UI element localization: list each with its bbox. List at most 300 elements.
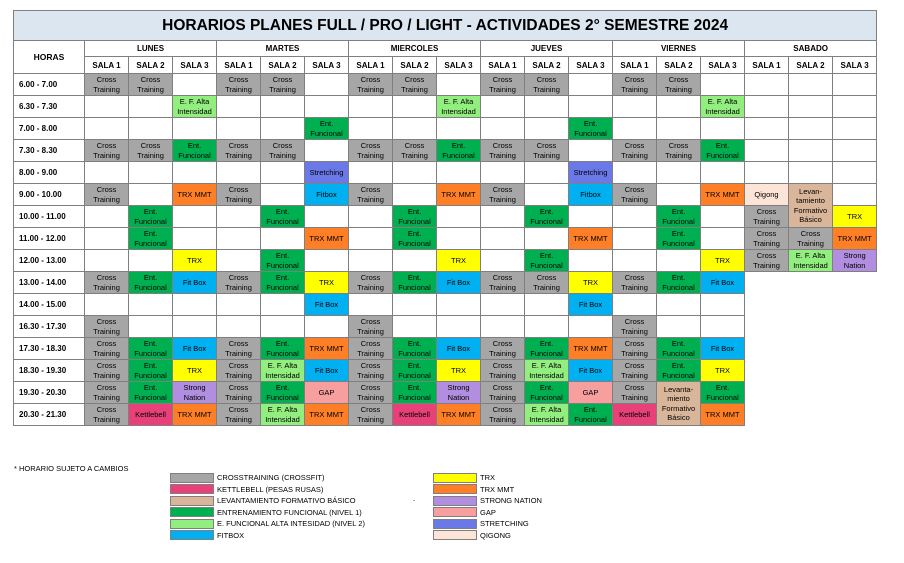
empty-cell bbox=[833, 140, 877, 162]
class-cell: Qigong bbox=[745, 184, 789, 206]
legend-label: TRX MMT bbox=[480, 484, 515, 494]
class-cell: Cross Training bbox=[85, 360, 129, 382]
class-cell: Ent. Funcional bbox=[525, 206, 569, 228]
empty-cell bbox=[305, 250, 349, 272]
empty-cell bbox=[789, 74, 833, 96]
empty-cell bbox=[85, 206, 129, 228]
legend-label: FITBOX bbox=[217, 530, 245, 540]
class-cell: TRX bbox=[305, 272, 349, 294]
class-cell: Fit Box bbox=[701, 272, 745, 294]
time-row bbox=[14, 184, 877, 206]
legend-swatch bbox=[433, 473, 477, 483]
legend-swatch bbox=[433, 530, 477, 540]
class-cell: Cross Training bbox=[481, 272, 525, 294]
empty-cell bbox=[701, 118, 745, 140]
empty-cell bbox=[657, 316, 701, 338]
time-slot: 14.00 - 15.00 bbox=[14, 294, 85, 316]
empty-cell bbox=[217, 118, 261, 140]
empty-cell bbox=[701, 74, 745, 96]
empty-cell bbox=[745, 96, 789, 118]
empty-cell bbox=[437, 118, 481, 140]
empty-cell bbox=[173, 294, 217, 316]
class-cell: Cross Training bbox=[217, 184, 261, 206]
class-cell: TRX MMT bbox=[173, 184, 217, 206]
empty-cell bbox=[85, 96, 129, 118]
class-cell: Fitbox bbox=[569, 184, 613, 206]
sala-header: SALA 3 bbox=[833, 57, 877, 74]
empty-cell bbox=[613, 162, 657, 184]
empty-cell bbox=[833, 96, 877, 118]
class-cell: Cross Training bbox=[349, 404, 393, 426]
empty-cell bbox=[349, 294, 393, 316]
empty-cell bbox=[613, 250, 657, 272]
empty-cell bbox=[701, 228, 745, 250]
sala-header: SALA 3 bbox=[437, 57, 481, 74]
day-header: SABADO bbox=[745, 41, 877, 57]
legend-label: E. FUNCIONAL ALTA INTESIDAD (NIVEL 2) bbox=[217, 519, 365, 528]
legend-swatch bbox=[170, 507, 214, 517]
empty-cell bbox=[481, 294, 525, 316]
class-cell: TRX MMT bbox=[569, 228, 613, 250]
class-cell: Fitbox bbox=[305, 184, 349, 206]
class-cell: Ent. Funcional bbox=[525, 382, 569, 404]
empty-cell bbox=[569, 316, 613, 338]
time-slot: 10.00 - 11.00 bbox=[14, 206, 85, 228]
class-cell: Cross Training bbox=[613, 140, 657, 162]
class-cell: Levan- tamiento Formativo Básico bbox=[789, 184, 833, 228]
legend-item bbox=[433, 518, 529, 529]
empty-cell bbox=[349, 206, 393, 228]
empty-cell bbox=[129, 294, 173, 316]
empty-cell bbox=[393, 96, 437, 118]
time-slot: 7.30 - 8.30 bbox=[14, 140, 85, 162]
time-slot: 19.30 - 20.30 bbox=[14, 382, 85, 404]
empty-cell bbox=[261, 96, 305, 118]
class-cell: Ent. Funcional bbox=[525, 338, 569, 360]
class-cell: Ent. Funcional bbox=[393, 206, 437, 228]
empty-cell bbox=[173, 162, 217, 184]
empty-cell bbox=[613, 96, 657, 118]
time-slot: 20.30 - 21.30 bbox=[14, 404, 85, 426]
time-row bbox=[14, 382, 877, 404]
empty-cell bbox=[745, 74, 789, 96]
empty-cell bbox=[569, 96, 613, 118]
class-cell: Fit Box bbox=[305, 294, 349, 316]
time-slot: 6.30 - 7.30 bbox=[14, 96, 85, 118]
empty-cell bbox=[701, 206, 745, 228]
empty-cell bbox=[349, 96, 393, 118]
class-cell: Ent. Funcional bbox=[525, 250, 569, 272]
class-cell: Cross Training bbox=[217, 74, 261, 96]
legend-label: KETTLEBELL (PESAS RUSAS) bbox=[217, 484, 324, 494]
legend-swatch bbox=[433, 496, 477, 506]
class-cell: Fit Box bbox=[569, 360, 613, 382]
class-cell: Stretching bbox=[569, 162, 613, 184]
stray-dot: . bbox=[413, 494, 416, 503]
empty-cell bbox=[173, 316, 217, 338]
class-cell: E. F. Alta Intensidad bbox=[261, 360, 305, 382]
empty-cell bbox=[789, 140, 833, 162]
legend-swatch bbox=[170, 473, 214, 483]
empty-cell bbox=[525, 96, 569, 118]
class-cell: Cross Training bbox=[85, 184, 129, 206]
empty-cell bbox=[569, 250, 613, 272]
class-cell: Cross Training bbox=[349, 184, 393, 206]
time-row bbox=[14, 118, 877, 140]
empty-cell bbox=[481, 162, 525, 184]
empty-cell bbox=[613, 206, 657, 228]
empty-cell bbox=[261, 294, 305, 316]
legend-item bbox=[433, 484, 514, 495]
class-cell: TRX MMT bbox=[701, 404, 745, 426]
empty-cell bbox=[217, 316, 261, 338]
empty-cell bbox=[173, 74, 217, 96]
class-cell: E. F. Alta Intensidad bbox=[173, 96, 217, 118]
empty-cell bbox=[261, 316, 305, 338]
sala-header: SALA 2 bbox=[261, 57, 305, 74]
empty-cell bbox=[393, 184, 437, 206]
class-cell: Cross Training bbox=[85, 316, 129, 338]
class-cell: Cross Training bbox=[613, 272, 657, 294]
legend-swatch bbox=[170, 484, 214, 494]
class-cell: TRX MMT bbox=[305, 228, 349, 250]
time-row bbox=[14, 338, 877, 360]
class-cell: Cross Training bbox=[261, 74, 305, 96]
class-cell: TRX bbox=[833, 206, 877, 228]
time-row bbox=[14, 96, 877, 118]
legend-label: STRONG NATION bbox=[480, 496, 542, 505]
time-slot: 16.30 - 17.30 bbox=[14, 316, 85, 338]
class-cell: Ent. Funcional bbox=[701, 382, 745, 404]
day-header: JUEVES bbox=[481, 41, 613, 57]
empty-cell bbox=[745, 118, 789, 140]
time-slot: 7.00 - 8.00 bbox=[14, 118, 85, 140]
time-row bbox=[14, 206, 877, 228]
empty-cell bbox=[217, 228, 261, 250]
empty-cell bbox=[525, 228, 569, 250]
class-cell: Ent. Funcional bbox=[393, 360, 437, 382]
class-cell: Ent. Funcional bbox=[569, 118, 613, 140]
class-cell: Cross Training bbox=[613, 184, 657, 206]
sala-header: SALA 1 bbox=[85, 57, 129, 74]
empty-cell bbox=[789, 118, 833, 140]
schedule-table bbox=[13, 10, 877, 426]
empty-cell bbox=[789, 96, 833, 118]
class-cell: Cross Training bbox=[393, 74, 437, 96]
empty-cell bbox=[173, 118, 217, 140]
page-title: HORARIOS PLANES FULL / PRO / LIGHT - ACTIVIDADES 2° SEMESTRE 2024 bbox=[14, 11, 877, 41]
empty-cell bbox=[85, 118, 129, 140]
empty-cell bbox=[481, 96, 525, 118]
legend-item bbox=[170, 530, 244, 541]
empty-cell bbox=[85, 250, 129, 272]
class-cell: Cross Training bbox=[349, 382, 393, 404]
class-cell: Fit Box bbox=[173, 338, 217, 360]
empty-cell bbox=[833, 162, 877, 184]
class-cell: GAP bbox=[569, 382, 613, 404]
class-cell: TRX bbox=[437, 360, 481, 382]
time-row bbox=[14, 140, 877, 162]
empty-cell bbox=[393, 118, 437, 140]
class-cell: Cross Training bbox=[525, 74, 569, 96]
class-cell: Cross Training bbox=[349, 74, 393, 96]
legend-swatch bbox=[433, 519, 477, 529]
class-cell: Cross Training bbox=[481, 360, 525, 382]
empty-cell bbox=[393, 316, 437, 338]
empty-cell bbox=[85, 228, 129, 250]
empty-cell bbox=[129, 162, 173, 184]
empty-cell bbox=[437, 316, 481, 338]
class-cell: Cross Training bbox=[129, 74, 173, 96]
class-cell: Fit Box bbox=[437, 272, 481, 294]
class-cell: E. F. Alta Intensidad bbox=[525, 360, 569, 382]
class-cell: Cross Training bbox=[217, 382, 261, 404]
class-cell: Kettlebell bbox=[393, 404, 437, 426]
legend-swatch bbox=[170, 496, 214, 506]
class-cell: Cross Training bbox=[481, 382, 525, 404]
empty-cell bbox=[305, 74, 349, 96]
sala-header: SALA 3 bbox=[305, 57, 349, 74]
time-row bbox=[14, 294, 877, 316]
class-cell: Ent. Funcional bbox=[393, 272, 437, 294]
class-cell: Cross Training bbox=[261, 140, 305, 162]
time-slot: 13.00 - 14.00 bbox=[14, 272, 85, 294]
schedule-note: * HORARIO SUJETO A CAMBIOS bbox=[14, 464, 129, 473]
day-header: MIERCOLES bbox=[349, 41, 481, 57]
time-row bbox=[14, 162, 877, 184]
empty-cell bbox=[833, 184, 877, 206]
class-cell: Ent. Funcional bbox=[657, 338, 701, 360]
class-cell: Cross Training bbox=[525, 272, 569, 294]
class-cell: Cross Training bbox=[85, 74, 129, 96]
legend-swatch bbox=[170, 519, 214, 529]
legend-item bbox=[170, 472, 325, 483]
class-cell: Cross Training bbox=[349, 338, 393, 360]
sala-header: SALA 3 bbox=[173, 57, 217, 74]
class-cell: TRX bbox=[701, 250, 745, 272]
time-slot: 11.00 - 12.00 bbox=[14, 228, 85, 250]
empty-cell bbox=[833, 118, 877, 140]
day-header: MARTES bbox=[217, 41, 349, 57]
legend-item bbox=[170, 518, 365, 529]
empty-cell bbox=[481, 228, 525, 250]
empty-cell bbox=[393, 294, 437, 316]
empty-cell bbox=[173, 228, 217, 250]
empty-cell bbox=[481, 250, 525, 272]
empty-cell bbox=[657, 118, 701, 140]
class-cell: GAP bbox=[305, 382, 349, 404]
empty-cell bbox=[217, 162, 261, 184]
empty-cell bbox=[657, 250, 701, 272]
empty-cell bbox=[789, 162, 833, 184]
class-cell: TRX MMT bbox=[437, 184, 481, 206]
class-cell: Cross Training bbox=[613, 316, 657, 338]
class-cell: TRX bbox=[173, 250, 217, 272]
empty-cell bbox=[525, 184, 569, 206]
empty-cell bbox=[305, 140, 349, 162]
class-cell: Ent. Funcional bbox=[657, 272, 701, 294]
class-cell: Ent. Funcional bbox=[657, 360, 701, 382]
time-slot: 9.00 - 10.00 bbox=[14, 184, 85, 206]
class-cell: Ent. Funcional bbox=[657, 206, 701, 228]
class-cell: Ent. Funcional bbox=[393, 382, 437, 404]
empty-cell bbox=[437, 162, 481, 184]
empty-cell bbox=[261, 184, 305, 206]
empty-cell bbox=[129, 184, 173, 206]
class-cell: Fit Box bbox=[173, 272, 217, 294]
empty-cell bbox=[173, 206, 217, 228]
class-cell: E. F. Alta Intensidad bbox=[437, 96, 481, 118]
class-cell: Fit Box bbox=[569, 294, 613, 316]
class-cell: Ent. Funcional bbox=[129, 360, 173, 382]
class-cell: Cross Training bbox=[525, 140, 569, 162]
sala-header: SALA 2 bbox=[657, 57, 701, 74]
day-header: VIERNES bbox=[613, 41, 745, 57]
class-cell: Levanta- miento Formativo Básico bbox=[657, 382, 701, 426]
empty-cell bbox=[129, 316, 173, 338]
legend-item bbox=[433, 495, 542, 506]
sala-header: SALA 2 bbox=[393, 57, 437, 74]
empty-cell bbox=[525, 294, 569, 316]
sala-header: SALA 1 bbox=[349, 57, 393, 74]
class-cell: E. F. Alta Intensidad bbox=[701, 96, 745, 118]
empty-cell bbox=[305, 206, 349, 228]
empty-cell bbox=[569, 140, 613, 162]
empty-cell bbox=[261, 118, 305, 140]
class-cell: Cross Training bbox=[217, 360, 261, 382]
class-cell: Cross Training bbox=[481, 338, 525, 360]
time-row bbox=[14, 404, 877, 426]
empty-cell bbox=[437, 228, 481, 250]
legend-label: TRX bbox=[480, 473, 495, 482]
empty-cell bbox=[217, 96, 261, 118]
class-cell: Ent. Funcional bbox=[393, 338, 437, 360]
empty-cell bbox=[833, 74, 877, 96]
class-cell: Ent. Funcional bbox=[569, 404, 613, 426]
empty-cell bbox=[437, 74, 481, 96]
empty-cell bbox=[657, 184, 701, 206]
empty-cell bbox=[481, 118, 525, 140]
class-cell: Ent. Funcional bbox=[437, 140, 481, 162]
legend-item bbox=[170, 484, 323, 495]
legend-label: STRETCHING bbox=[480, 519, 529, 528]
class-cell: Cross Training bbox=[129, 140, 173, 162]
class-cell: Ent. Funcional bbox=[261, 272, 305, 294]
legend-swatch bbox=[433, 484, 477, 494]
empty-cell bbox=[261, 228, 305, 250]
sala-header: SALA 1 bbox=[745, 57, 789, 74]
class-cell: Fit Box bbox=[701, 338, 745, 360]
class-cell: Ent. Funcional bbox=[129, 382, 173, 404]
empty-cell bbox=[217, 250, 261, 272]
class-cell: Cross Training bbox=[85, 272, 129, 294]
empty-cell bbox=[349, 118, 393, 140]
empty-cell bbox=[129, 250, 173, 272]
class-cell: Cross Training bbox=[393, 140, 437, 162]
class-cell: Cross Training bbox=[481, 184, 525, 206]
class-cell: TRX MMT bbox=[437, 404, 481, 426]
class-cell: Cross Training bbox=[613, 74, 657, 96]
horas-header: HORAS bbox=[14, 41, 85, 74]
class-cell: Cross Training bbox=[657, 74, 701, 96]
class-cell: Stretching bbox=[305, 162, 349, 184]
legend-swatch bbox=[170, 530, 214, 540]
empty-cell bbox=[657, 96, 701, 118]
empty-cell bbox=[525, 162, 569, 184]
empty-cell bbox=[613, 294, 657, 316]
legend-label: ENTRENAMIENTO FUNCIONAL (NIVEL 1) bbox=[217, 507, 362, 517]
sala-header: SALA 3 bbox=[569, 57, 613, 74]
empty-cell bbox=[657, 294, 701, 316]
class-cell: Cross Training bbox=[349, 360, 393, 382]
class-cell: Cross Training bbox=[657, 140, 701, 162]
class-cell: Cross Training bbox=[789, 228, 833, 250]
class-cell: Cross Training bbox=[85, 338, 129, 360]
class-cell: Ent. Funcional bbox=[129, 228, 173, 250]
class-cell: Fit Box bbox=[437, 338, 481, 360]
sala-header: SALA 1 bbox=[217, 57, 261, 74]
empty-cell bbox=[129, 118, 173, 140]
time-row bbox=[14, 316, 877, 338]
class-cell: Cross Training bbox=[745, 206, 789, 228]
empty-cell bbox=[217, 294, 261, 316]
class-cell: Fit Box bbox=[305, 360, 349, 382]
empty-cell bbox=[305, 96, 349, 118]
empty-cell bbox=[481, 316, 525, 338]
class-cell: TRX MMT bbox=[305, 404, 349, 426]
class-cell: Strong Nation bbox=[833, 250, 877, 272]
class-cell: Ent. Funcional bbox=[129, 272, 173, 294]
legend-item bbox=[170, 507, 362, 518]
empty-cell bbox=[701, 162, 745, 184]
class-cell: Cross Training bbox=[349, 140, 393, 162]
class-cell: Ent. Funcional bbox=[129, 338, 173, 360]
class-cell: Cross Training bbox=[349, 272, 393, 294]
sala-header: SALA 2 bbox=[789, 57, 833, 74]
empty-cell bbox=[437, 294, 481, 316]
class-cell: Ent. Funcional bbox=[393, 228, 437, 250]
class-cell: Cross Training bbox=[613, 338, 657, 360]
class-cell: TRX MMT bbox=[833, 228, 877, 250]
empty-cell bbox=[745, 140, 789, 162]
time-slot: 8.00 - 9.00 bbox=[14, 162, 85, 184]
class-cell: Ent. Funcional bbox=[261, 338, 305, 360]
sala-header: SALA 2 bbox=[129, 57, 173, 74]
empty-cell bbox=[393, 250, 437, 272]
class-cell: Ent. Funcional bbox=[261, 250, 305, 272]
class-cell: TRX MMT bbox=[305, 338, 349, 360]
class-cell: Ent. Funcional bbox=[305, 118, 349, 140]
class-cell: Cross Training bbox=[217, 338, 261, 360]
class-cell: TRX bbox=[437, 250, 481, 272]
class-cell: E. F. Alta Intensidad bbox=[789, 250, 833, 272]
class-cell: Cross Training bbox=[613, 382, 657, 404]
class-cell: Cross Training bbox=[217, 140, 261, 162]
time-slot: 17.30 - 18.30 bbox=[14, 338, 85, 360]
sala-header: SALA 3 bbox=[701, 57, 745, 74]
class-cell: Ent. Funcional bbox=[261, 382, 305, 404]
legend-label: GAP bbox=[480, 507, 496, 517]
empty-cell bbox=[349, 162, 393, 184]
empty-cell bbox=[261, 162, 305, 184]
class-cell: Strong Nation bbox=[437, 382, 481, 404]
legend-item bbox=[433, 530, 511, 541]
legend-item bbox=[433, 472, 495, 483]
class-cell: Ent. Funcional bbox=[701, 140, 745, 162]
empty-cell bbox=[437, 206, 481, 228]
empty-cell bbox=[481, 206, 525, 228]
time-slot: 6.00 - 7.00 bbox=[14, 74, 85, 96]
